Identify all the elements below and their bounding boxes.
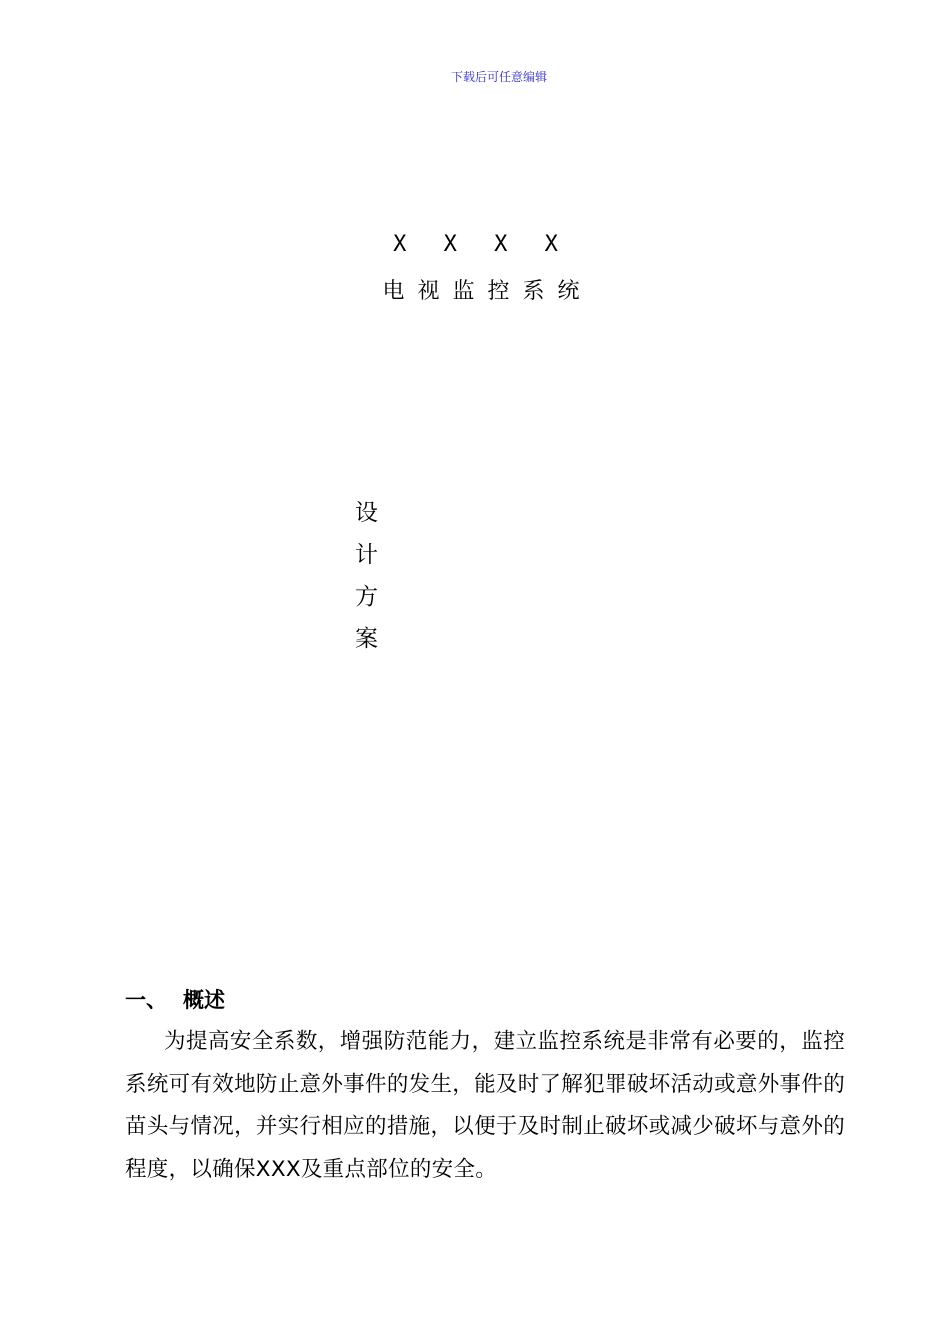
document-title: 电视监控系统 — [382, 279, 593, 304]
body-paragraph: 为提高安全系数，增强防范能力，建立监控系统是非常有必要的，监控系统可有效地防止意外事件的发生，能及时了解犯罪破坏活动或意外事件的苗头与情况，并实行相应的措施，以便于及时制止破坏或减少破坏与意外的程度，以确保XXX及重点部位的安全。 — [125, 1029, 845, 1182]
section-heading — [125, 984, 225, 1014]
subtitle-char: 案 — [355, 626, 378, 652]
subtitle-char: 计 — [355, 542, 378, 568]
header-note: 下载后可任意编辑 — [450, 70, 547, 84]
subtitle-char: 设 — [355, 500, 378, 526]
subtitle-char: 方 — [355, 584, 378, 610]
section-number: 一、 — [125, 988, 167, 1012]
section-heading-text: 概述 — [183, 988, 225, 1012]
vertical-subtitle — [355, 497, 385, 665]
title-placeholder: X X X X — [393, 232, 570, 257]
